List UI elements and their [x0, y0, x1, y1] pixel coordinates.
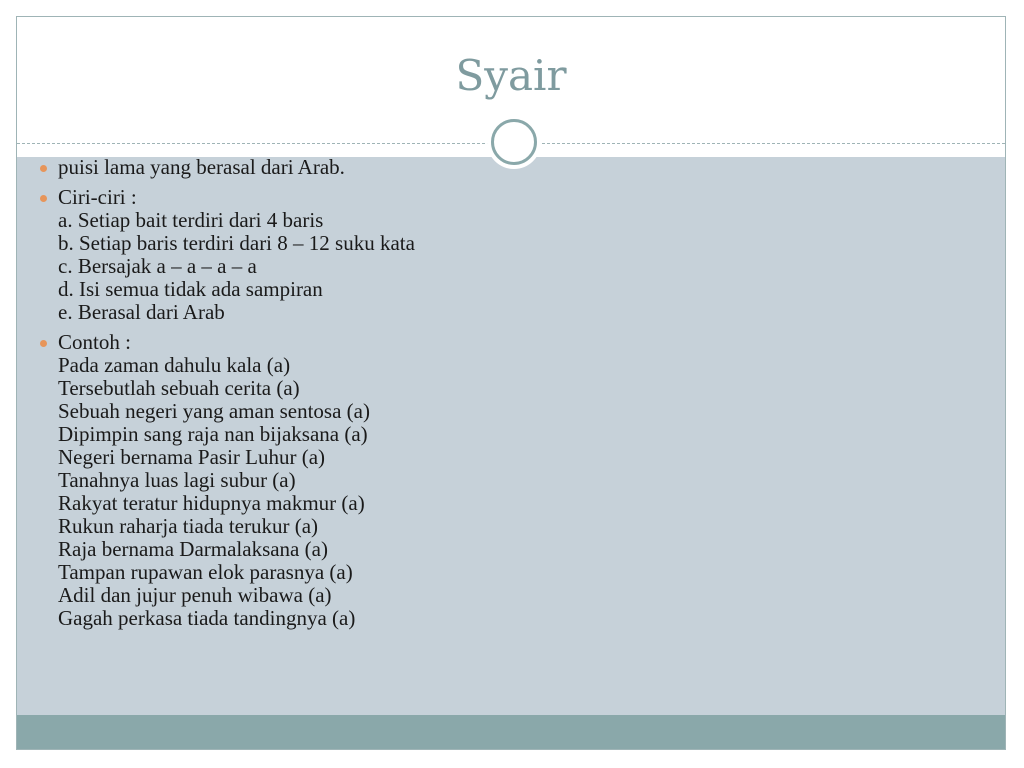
- poem-line: Sebuah negeri yang aman sentosa (a): [58, 399, 370, 423]
- bullet-line: puisi lama yang berasal dari Arab.: [58, 155, 345, 179]
- poem-line: Rakyat teratur hidupnya makmur (a): [58, 491, 365, 515]
- slide-title: Syair: [455, 51, 567, 100]
- poem-line: Pada zaman dahulu kala (a): [58, 353, 291, 377]
- bullet-line: d. Isi semua tidak ada sampiran: [58, 277, 323, 301]
- footer-band: [17, 715, 1005, 749]
- poem-line: Tersebutlah sebuah cerita (a): [58, 376, 300, 400]
- poem-line: Tampan rupawan elok parasnya (a): [58, 560, 353, 584]
- bullet-line: b. Setiap baris terdiri dari 8 – 12 suku kata: [58, 231, 415, 255]
- bullet-line: e. Berasal dari Arab: [58, 300, 225, 324]
- poem-line: Dipimpin sang raja nan bijaksana (a): [58, 422, 368, 446]
- bullet-line: c. Bersajak a – a – a – a: [58, 254, 257, 278]
- bullet-line: a. Setiap bait terdiri dari 4 baris: [58, 208, 324, 232]
- poem-line: Tanahnya luas lagi subur (a): [58, 468, 296, 492]
- bullet-dot-icon: [40, 195, 47, 202]
- bullet-dot-icon: [40, 165, 47, 172]
- poem-line: Raja bernama Darmalaksana (a): [58, 537, 328, 561]
- bullet-item-example: [40, 331, 940, 630]
- bullet-line: Ciri-ciri :: [58, 185, 137, 209]
- poem-line: Gagah perkasa tiada tandingnya (a): [58, 606, 356, 630]
- poem-line: Negeri bernama Pasir Luhur (a): [58, 445, 326, 469]
- bullet-line: Contoh :: [58, 330, 131, 354]
- bullet-dot-icon: [40, 340, 47, 347]
- bullet-item-definition: [40, 156, 940, 179]
- bullet-list: [40, 156, 940, 637]
- bullet-item-characteristics: [40, 186, 940, 324]
- poem-line: Adil dan jujur penuh wibawa (a): [58, 583, 332, 607]
- poem-line: Rukun raharja tiada terukur (a): [58, 514, 319, 538]
